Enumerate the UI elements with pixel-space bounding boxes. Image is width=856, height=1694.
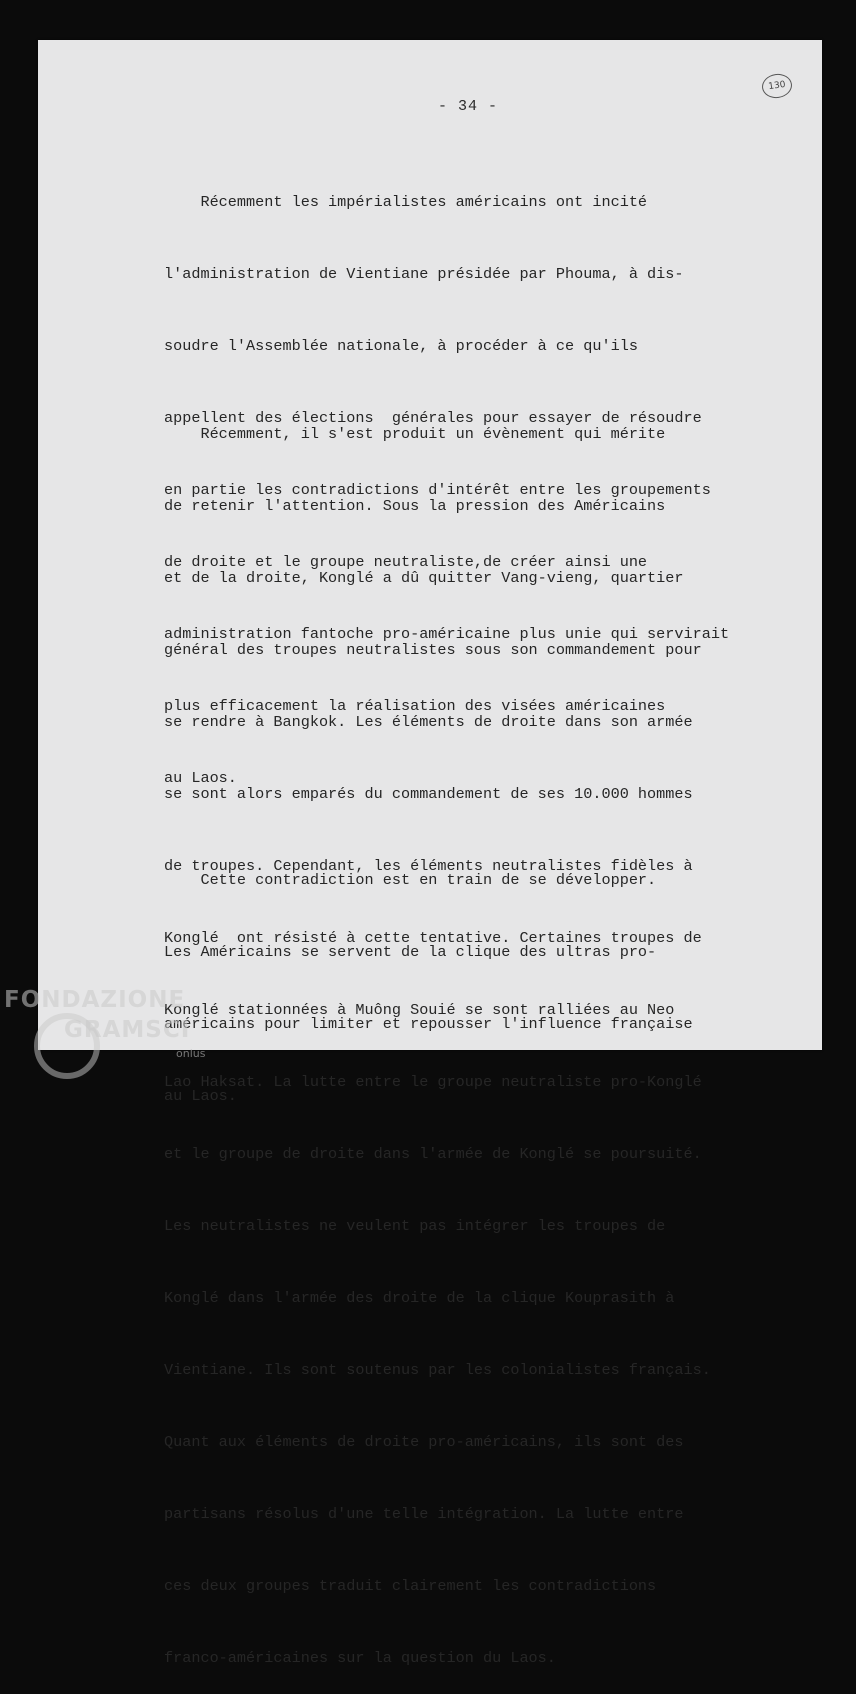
text-line: au Laos. — [164, 1087, 237, 1105]
text-line: au Laos. — [164, 769, 237, 787]
watermark-line-2: GRAMSCI — [64, 1017, 191, 1043]
page-number: - 34 - — [438, 98, 499, 115]
text-line: appellent des élections générales pour essayer de résoudre — [164, 409, 702, 427]
watermark-suffix: onlus — [176, 1047, 206, 1060]
text-line: partisans résolus d'une telle intégration. La lutte entre — [164, 1505, 684, 1523]
text-line: l'administration de Vientiane présidée par Phouma, à dis- — [164, 265, 684, 283]
text-line: Konglé ont résisté à cette tentative. Certaines troupes de — [164, 929, 702, 947]
text-line: Récemment, il s'est produit un évènement qui mérite — [164, 425, 666, 443]
text-line: général des troupes neutralistes sous son commandement pour — [164, 641, 702, 659]
text-line: et le groupe de droite dans l'armée de Konglé se poursuité. — [164, 1145, 702, 1163]
text-line: de retenir l'attention. Sous la pression des Américains — [164, 497, 666, 515]
text-line: Quant aux éléments de droite pro-américains, ils sont des — [164, 1433, 684, 1451]
text-line: en partie les contradictions d'intérêt entre les groupements — [164, 481, 711, 499]
text-line: se sont alors emparés du commandement de ses 10.000 hommes — [164, 785, 693, 803]
text-line: se rendre à Bangkok. Les éléments de droite dans son armée — [164, 713, 693, 731]
text-line: franco-américaines sur la question du Laos. — [164, 1649, 556, 1667]
archive-stamp: 130 — [760, 72, 793, 100]
paragraph-3 — [164, 820, 804, 1132]
text-line: américains pour limiter et repousser l'influence française — [164, 1015, 693, 1033]
text-line: Les Américains se servent de la clique des ultras pro- — [164, 943, 657, 961]
text-line: Lao Haksat. La lutte entre le groupe neutraliste pro-Konglé — [164, 1073, 702, 1091]
text-line: ces deux groupes traduit clairement les contradictions — [164, 1577, 657, 1595]
text-line: administration fantoche pro-américaine plus unie qui servirait — [164, 625, 730, 643]
text-line: plus efficacement la réalisation des visées américaines — [164, 697, 666, 715]
archive-watermark — [0, 985, 230, 1075]
text-line: Konglé stationnées à Muông Souié se sont ralliées au Neo — [164, 1001, 675, 1019]
watermark-line-1: FONDAZIONE — [4, 987, 186, 1013]
text-line: Konglé dans l'armée des droite de la clique Kouprasith à — [164, 1289, 675, 1307]
text-line: de troupes. Cependant, les éléments neutralistes fidèles à — [164, 857, 693, 875]
text-line: de droite et le groupe neutraliste,de créer ainsi une — [164, 553, 648, 571]
text-line: Cette contradiction est en train de se développer. — [164, 871, 657, 889]
text-line: Les neutralistes ne veulent pas intégrer les troupes de — [164, 1217, 666, 1235]
text-line: Vientiane. Ils sont soutenus par les colonialistes français. — [164, 1361, 711, 1379]
text-line: Récemment les impérialistes américains ont incité — [164, 193, 648, 211]
text-line: et de la droite, Konglé a dû quitter Vang-vieng, quartier — [164, 569, 684, 587]
text-line: soudre l'Assemblée nationale, à procéder à ce qu'ils — [164, 337, 638, 355]
